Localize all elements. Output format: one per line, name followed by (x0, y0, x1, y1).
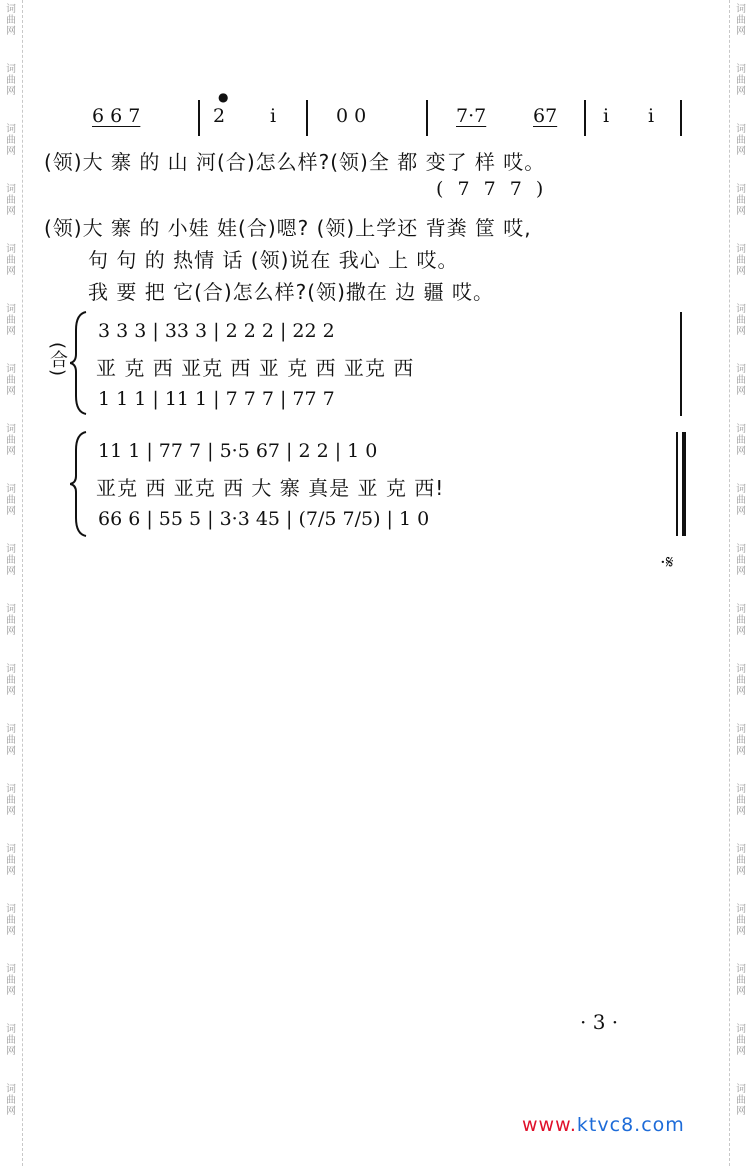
side-watermark: 词 曲 网 (6, 124, 16, 157)
side-watermark: 词 曲 网 (736, 604, 746, 637)
line1-lyrics: (领)大 寨 的 山 河(合)怎么样?(领)全 都 变了 样 哎。 (44, 150, 546, 174)
bar-line (676, 432, 678, 536)
side-watermark: 词 曲 网 (6, 244, 16, 277)
side-watermark: 词 曲 网 (736, 724, 746, 757)
system-brace (70, 310, 90, 416)
site-url-prefix: www. (522, 1114, 577, 1136)
side-watermark: 词 曲 网 (736, 964, 746, 997)
side-watermark: 词 曲 网 (6, 844, 16, 877)
sys1-lyrics: 亚 克 西 亚克 西 亚 克 西 亚克 西 (96, 356, 415, 380)
side-watermark: 词 曲 网 (736, 484, 746, 517)
side-watermark: 词 曲 网 (6, 184, 16, 217)
bar-line (584, 100, 586, 136)
side-watermark: 词 曲 网 (6, 544, 16, 577)
site-url-suffix: .com (634, 1114, 685, 1136)
side-watermark: 词 曲 网 (6, 904, 16, 937)
notes-67: 67 (533, 105, 558, 127)
side-watermark: 词 曲 网 (6, 64, 16, 97)
right-watermark-strip (729, 0, 752, 1166)
side-watermark: 词 曲 网 (736, 64, 746, 97)
side-watermark: 词 曲 网 (736, 784, 746, 817)
high-dot: ● (218, 90, 229, 104)
side-watermark: 词 曲 网 (6, 664, 16, 697)
sys1-upper: 3 3 3 | 33 3 | 2 2 2 | 22 2 (98, 320, 335, 342)
note-2: 2 (213, 105, 226, 127)
sys1-lower: 1 1 1 | 11 1 | 7 7 7 | 77 7 (98, 388, 335, 410)
sys2-lyrics: 亚克 西 亚克 西 大 寨 真是 亚 克 西! (96, 476, 445, 500)
bar-line (680, 312, 682, 416)
side-watermark: 词 曲 网 (6, 784, 16, 817)
side-watermark: 词 曲 网 (6, 724, 16, 757)
sys2-lower: 66 6 | 55 5 | 3·3 45 | (7/5 7/5) | 1 0 (98, 508, 430, 530)
bar-line (306, 100, 308, 136)
side-watermark: 词 曲 网 (6, 604, 16, 637)
site-url-mid: ktvc8 (576, 1114, 635, 1136)
side-watermark: 词 曲 网 (6, 4, 16, 37)
line4-lyrics: 句 句 的 热情 话 (领)说在 我心 上 哎。 (88, 248, 459, 272)
page-number: · 3 · (580, 1010, 619, 1034)
segno-mark: ·𝄋 (660, 552, 674, 573)
side-watermark: 词 曲 网 (736, 4, 746, 37)
side-watermark: 词 曲 网 (6, 1084, 16, 1117)
line5-lyrics: 我 要 把 它(合)怎么样?(领)撒在 边 疆 哎。 (88, 280, 494, 304)
note-1: i (648, 105, 655, 127)
sys2-upper: 11 1 | 77 7 | 5·5 67 | 2 2 | 1 0 (98, 440, 378, 462)
line2-notes: ( 7 7 7 ) (436, 178, 548, 200)
notes-00: 0 0 (336, 105, 367, 127)
chorus-label: (合) (47, 342, 68, 378)
side-watermark: 词 曲 网 (736, 124, 746, 157)
side-watermark: 词 曲 网 (736, 1024, 746, 1057)
bar-line (426, 100, 428, 136)
side-watermark: 词 曲 网 (736, 244, 746, 277)
side-watermark: 词 曲 网 (736, 364, 746, 397)
left-watermark-strip (0, 0, 23, 1166)
side-watermark: 词 曲 网 (6, 1024, 16, 1057)
system-brace (70, 430, 90, 538)
bar-line (680, 100, 682, 136)
side-watermark: 词 曲 网 (6, 364, 16, 397)
side-watermark: 词 曲 网 (6, 424, 16, 457)
side-watermark: 词 曲 网 (6, 484, 16, 517)
notes-667: 6 6 7 (92, 105, 141, 127)
side-watermark: 词 曲 网 (736, 544, 746, 577)
side-watermark: 词 曲 网 (736, 184, 746, 217)
final-bar-line (682, 432, 686, 536)
side-watermark: 词 曲 网 (6, 964, 16, 997)
side-watermark: 词 曲 网 (736, 424, 746, 457)
site-url[interactable] (522, 1114, 685, 1136)
note-1: i (603, 105, 610, 127)
side-watermark: 词 曲 网 (736, 904, 746, 937)
side-watermark: 词 曲 网 (736, 304, 746, 337)
side-watermark: 词 曲 网 (736, 1084, 746, 1117)
side-watermark: 词 曲 网 (736, 664, 746, 697)
line3-lyrics: (领)大 寨 的 小娃 娃(合)嗯? (领)上学还 背粪 筐 哎, (44, 216, 532, 240)
side-watermark: 词 曲 网 (6, 304, 16, 337)
notes-7-7: 7·7 (456, 105, 487, 127)
bar-line (198, 100, 200, 136)
side-watermark: 词 曲 网 (736, 844, 746, 877)
note-1: i (270, 105, 277, 127)
